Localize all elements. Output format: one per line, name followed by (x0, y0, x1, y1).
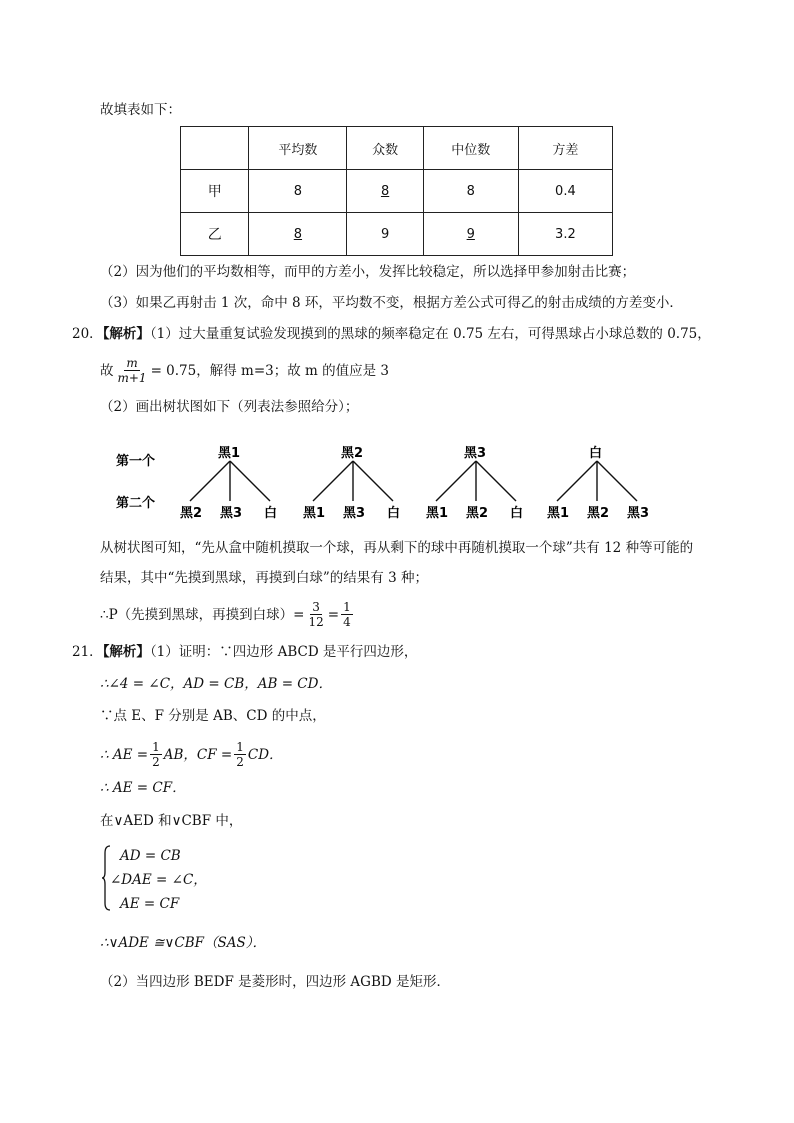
q20-text1: （1）过大量重复试验发现摸到的黑球的频率稳定在 0.75 左右，可得黑球占小球总数的 0.75， (149, 326, 711, 342)
system-eq2: ∠DAE = ∠C， (110, 872, 207, 888)
tree-node: 黑1 (218, 446, 241, 461)
tree-row2-label: 第二个 (116, 496, 156, 511)
q21-line7: ∴∨ADE ≅∨CBF（SAS）． (100, 935, 266, 951)
q20-prob-fraction2 (341, 600, 353, 629)
q20-line1 (72, 324, 711, 344)
q19-part2: （2）因为他们的平均数相等，而甲的方差小，发挥比较稳定，所以选择甲参加射击比赛； (100, 264, 636, 280)
q20-prob-eq: = (327, 606, 340, 623)
tree-leaf: 黑2 (180, 506, 203, 521)
q21-line6: 在∨AED 和∨CBF 中， (100, 813, 243, 829)
q20-line2 (100, 356, 389, 385)
tree-leaf: 黑2 (587, 506, 610, 521)
q21-text1: （1）证明：∵四边形 ABCD 是平行四边形， (149, 644, 418, 660)
system-eq3: AE = CF (120, 896, 180, 912)
tree-leaf: 白 (510, 506, 524, 521)
q21-number: 21． (72, 644, 103, 660)
frac-den: 2 (152, 755, 160, 769)
q21-l4-a: ∴ AE = (100, 746, 149, 763)
table-cell: 9 (423, 213, 518, 256)
q20-line4: 从树状图可知，“先从盒中随机摸取一个球，再从剩下的球中再随机摸取一个球”共有 12 种等可能的 (100, 540, 694, 556)
frac-num: 1 (236, 740, 244, 754)
q20-line3: （2）画出树状图如下（列表法参照给分）； (100, 399, 359, 415)
q20-line5: 结果，其中“先摸到黑球，再摸到白球”的结果有 3 种； (100, 570, 428, 586)
tree-node: 黑3 (464, 446, 487, 461)
frac-num: 1 (152, 740, 160, 754)
table-header-row (181, 127, 613, 170)
q21-l4-c: CD． (247, 746, 283, 763)
q20-number: 20． (72, 326, 103, 342)
stats-table (180, 126, 613, 256)
table-cell: 乙 (181, 213, 249, 256)
table-header-cell: 众数 (347, 127, 423, 170)
q20-text2-eq: = 0.75 (150, 362, 197, 379)
tree-leaf: 白 (264, 506, 278, 521)
table-header-cell: 方差 (518, 127, 612, 170)
q20-fraction (116, 356, 149, 385)
frac-num: 1 (343, 600, 351, 614)
tree-leaf: 黑3 (220, 506, 243, 521)
tree-row1-label: 第一个 (116, 454, 156, 469)
table-header-cell: 中位数 (423, 127, 518, 170)
q21-line8: （2）当四边形 BEDF 是菱形时，四边形 AGBD 是矩形． (100, 974, 450, 990)
tree-leaf: 黑1 (303, 506, 326, 521)
frac-den: 2 (236, 755, 244, 769)
tree-leaf: 黑3 (343, 506, 366, 521)
q21-line3: ∵点 E、F 分别是 AB、CD 的中点， (100, 708, 326, 724)
table-row (181, 213, 613, 256)
frac-den: 12 (308, 615, 324, 629)
q20-fraction-den: m+1 (117, 371, 147, 385)
table-header-cell (181, 127, 249, 170)
q20-text2-post: ，解得 m=3；故 m 的值应是 3 (196, 362, 390, 379)
table-cell: 0.4 (518, 170, 612, 213)
q21-l4-b: AB，CF = (163, 746, 233, 763)
q21-fraction1 (150, 740, 162, 769)
q21-line1 (72, 642, 417, 662)
q21-tag: 【解析】 (102, 644, 150, 660)
q20-tag: 【解析】 (102, 326, 150, 342)
q20-fraction-num: m (126, 356, 138, 370)
table-cell: 8 (249, 170, 347, 213)
table-cell: 8 (347, 170, 423, 213)
tree-node: 白 (589, 446, 603, 461)
table-cell: 8 (423, 170, 518, 213)
tree-node: 黑2 (341, 446, 364, 461)
table-cell: 3.2 (518, 213, 612, 256)
q21-line5: ∴ AE = CF． (100, 780, 186, 796)
q21-fraction2 (234, 740, 246, 769)
q20-prob-pre: ∴P（先摸到黑球，再摸到白球）= (100, 606, 305, 623)
table-cell: 8 (249, 213, 347, 256)
q20-probability (100, 600, 355, 629)
tree-leaf: 黑1 (547, 506, 570, 521)
table-header-cell: 平均数 (249, 127, 347, 170)
frac-num: 3 (312, 600, 320, 614)
q20-prob-fraction1 (306, 600, 325, 629)
tree-leaf: 黑3 (627, 506, 650, 521)
tree-diagram (108, 435, 678, 527)
q21-line4 (100, 740, 283, 769)
q21-line2: ∴∠4 = ∠C，AD = CB，AB = CD． (100, 676, 332, 692)
table-cell: 9 (347, 213, 423, 256)
table-row (181, 170, 613, 213)
frac-den: 4 (343, 615, 351, 629)
tree-leaf: 白 (387, 506, 401, 521)
tree-leaf: 黑2 (466, 506, 489, 521)
table-cell: 甲 (181, 170, 249, 213)
tree-leaf: 黑1 (426, 506, 449, 521)
q19-part3: （3）如果乙再射击 1 次，命中 8 环，平均数不变，根据方差公式可得乙的射击成绩的方差变小． (100, 295, 683, 311)
intro-text: 故填表如下： (100, 102, 181, 118)
q20-text2-pre: 故 (100, 362, 114, 379)
system-eq1: AD = CB (120, 848, 181, 864)
